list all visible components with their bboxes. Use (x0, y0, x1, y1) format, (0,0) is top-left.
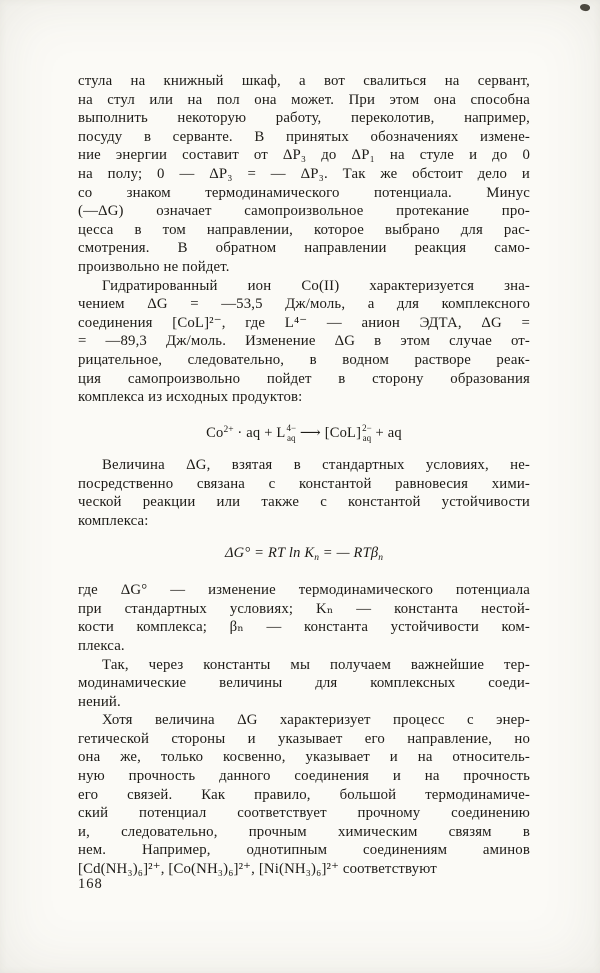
formula-reaction (78, 418, 530, 445)
formula-part: = — RTβ (318, 545, 379, 562)
superscript: 2− (362, 423, 372, 434)
text-line: где ΔG° — изменение термодинамического потенциала (78, 582, 530, 599)
text-line: на полу; 0 — ΔP₃ = — ΔP₃. Так же обстоит дело и (78, 165, 530, 182)
formula-part: + aq (371, 424, 402, 441)
text-line: посуду в серванте. В принятых обозначениях измене- (78, 128, 530, 145)
text-line: на стул или на пол она может. При этом она способна (78, 91, 530, 108)
text-line: Гидратированный ион Co(II) характеризуется зна- (102, 277, 530, 294)
text-line: Величина ΔG, взятая в стандартных условиях, не- (102, 456, 530, 473)
subscript: n (314, 553, 319, 564)
text-line: [Cd(NH₃)₆]²⁺, [Co(NH₃)₆]²⁺, [Ni(NH₃)₆]²⁺ соответствуют (78, 861, 437, 878)
paragraph-3 (78, 456, 530, 530)
text-line: рицательное, следовательно, в водном растворе реак- (78, 351, 530, 368)
text-line: кости комплекса; βₙ — константа устойчивости ком- (78, 619, 530, 636)
text-line: ческой реакции или также с константой устойчивости (78, 494, 530, 511)
text-line: она же, только косвенно, указывает и на относитель- (78, 749, 530, 766)
formula-energy (78, 541, 530, 570)
text-line: цесса в том направлении, которое выбрано для рас- (78, 221, 530, 238)
superscript: 4− (286, 423, 297, 434)
text-line: плекса. (78, 637, 125, 654)
stacked-sub-superscript (361, 423, 372, 444)
text-line: модинамические величины для комплексных соеди- (78, 675, 530, 692)
paragraph-5 (78, 656, 530, 712)
text-line: стула на книжный шкаф, а вот свалиться на сервант, (78, 73, 530, 89)
text-line: ние энергии составит от ΔP₃ до ΔP₁ на стуле и до 0 (78, 147, 530, 164)
subscript: aq (287, 433, 296, 444)
text-line: ция самопроизвольно пойдет в сторону образования (78, 370, 530, 387)
formula-part: · aq + L (233, 424, 286, 441)
text-line: посредственно связана с константой равновесия хими- (78, 475, 530, 492)
text-line: комплекса из исходных продуктов: (78, 389, 303, 406)
text-line: нений. (78, 693, 121, 710)
text-line: Так, через константы мы получаем важнейшие тер- (102, 656, 530, 673)
text-line: и, следовательно, прочным химическим связям в (78, 823, 530, 840)
subscript: n (378, 553, 384, 564)
text-line: смотрения. В обратном направлении реакция само- (78, 240, 530, 257)
text-line: со знаком термодинамического потенциала. Минус (78, 184, 530, 201)
text-block (78, 72, 530, 879)
text-line: произвольно не пойдет. (78, 258, 230, 275)
page-number: 168 (78, 876, 103, 892)
text-line: гетической стороны и указывает его направление, но (78, 730, 530, 747)
formula-part: Co (206, 424, 224, 441)
paragraph-1 (78, 72, 530, 277)
formula-part: ΔG° = RT ln K (224, 545, 315, 562)
text-line: (—ΔG) означает самопроизвольное протекание про- (78, 203, 530, 220)
scan-artifact (579, 3, 591, 13)
text-line: = —89,3 Дж/моль. Изменение ΔG в этом случае от- (78, 333, 530, 350)
text-line: соединения [CoL]²⁻, где L⁴⁻ — анион ЭДТА, ΔG = (78, 314, 530, 331)
text-line: чением ΔG = —53,5 Дж/моль, а для комплексного (78, 296, 530, 313)
text-line: ную прочность данного соединения и на прочность (78, 768, 530, 785)
formula-part: [CoL] (324, 424, 362, 441)
paragraph-2 (78, 277, 530, 407)
paragraph-6 (78, 711, 530, 878)
stacked-sub-superscript (285, 423, 296, 444)
text-line: нем. Например, однотипным соединениям аминов (78, 842, 530, 859)
text-line: при стандартных условиях; Kₙ — константа нестой- (78, 600, 530, 617)
subscript: aq (362, 433, 372, 444)
superscript: 2+ (223, 424, 234, 435)
formula-part: ⟶ (296, 424, 325, 441)
text-line: ский потенциал соответствует прочному соединению (78, 805, 530, 822)
text-line: выполнить некоторую работу, переколотив, например, (78, 110, 530, 127)
text-line: Хотя величина ΔG характеризует процесс с энер- (102, 712, 530, 729)
text-line: его связей. Как правило, большой термодинамиче- (78, 786, 530, 803)
paragraph-4 (78, 581, 530, 655)
text-line: комплекса: (78, 512, 149, 529)
